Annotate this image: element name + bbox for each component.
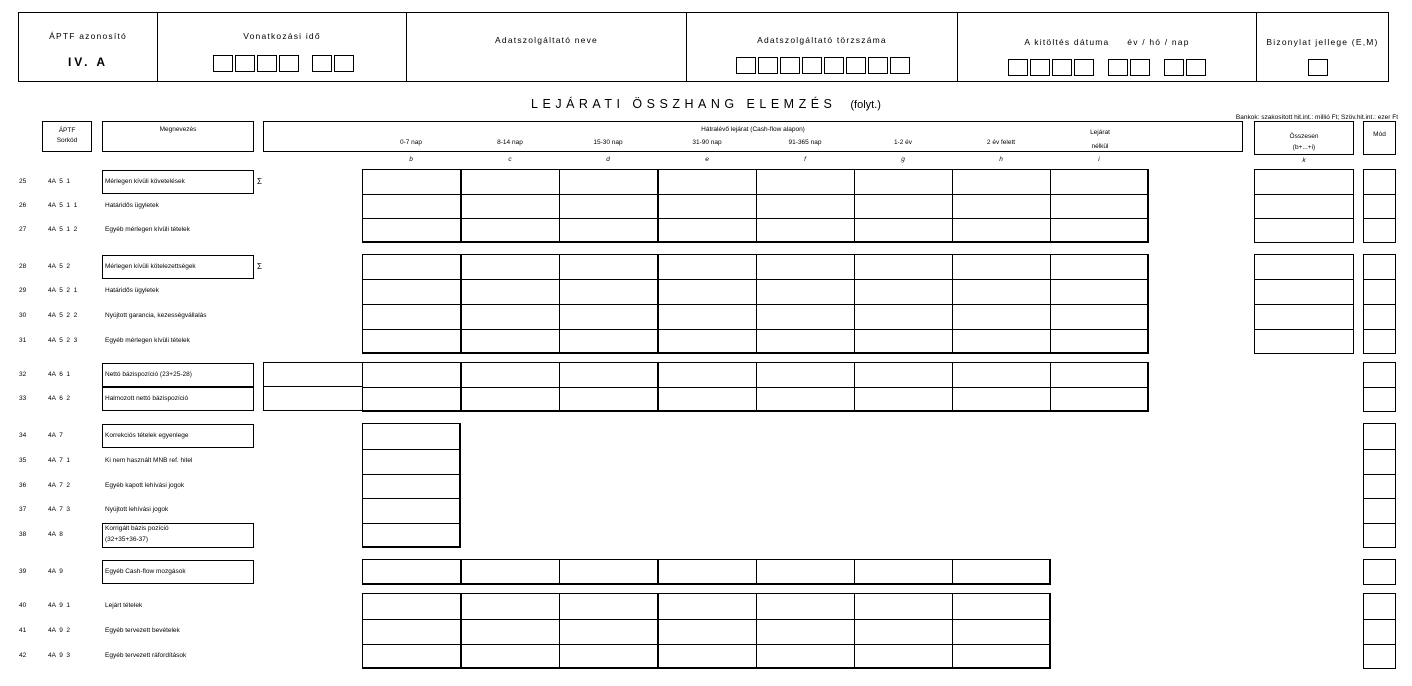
data-cell[interactable]: [461, 304, 560, 330]
row-code: 4A 9 2: [48, 627, 71, 634]
row-number: 33: [19, 395, 27, 402]
mod-cell[interactable]: [1363, 593, 1396, 620]
row-number: 36: [19, 482, 27, 489]
row-name-line2: (32+35+36-37): [105, 536, 149, 543]
row-number: 26: [19, 202, 27, 209]
data-cell[interactable]: [658, 593, 757, 620]
row-number: 28: [19, 263, 27, 270]
row-number: 38: [19, 531, 27, 538]
data-cell[interactable]: [461, 254, 560, 280]
mod-cell[interactable]: [1363, 169, 1396, 195]
data-cell[interactable]: [854, 218, 953, 243]
kitoltes-nap-box-1[interactable]: [1164, 59, 1184, 76]
data-cell[interactable]: [658, 329, 757, 354]
row-name: Egyéb Cash-flow mozgások: [105, 568, 186, 575]
vonatkozasi-ev-box-4[interactable]: [279, 55, 299, 72]
col-lejarat-nelkul: Lejárat nélkül: [1090, 129, 1110, 150]
data-cell[interactable]: [362, 362, 461, 388]
mod-cell[interactable]: [1363, 474, 1396, 499]
data-cell[interactable]: [854, 593, 953, 620]
data-cell[interactable]: [362, 498, 461, 524]
row-number: 30: [19, 312, 27, 319]
data-cell[interactable]: [756, 254, 855, 280]
row-code: 4A 7: [48, 432, 63, 439]
data-cell[interactable]: [756, 329, 855, 354]
torzszam-box-6[interactable]: [846, 57, 866, 74]
row-number: 35: [19, 457, 27, 464]
data-cell[interactable]: [952, 387, 1051, 412]
data-cell[interactable]: [362, 194, 461, 219]
data-cell[interactable]: [854, 329, 953, 354]
data-cell[interactable]: [362, 304, 461, 330]
data-cell[interactable]: [559, 619, 658, 645]
data-cell[interactable]: [362, 619, 461, 645]
row-code: 4A 9 3: [48, 652, 71, 659]
mod-cell[interactable]: [1363, 362, 1396, 388]
row-code: 4A 6 1: [48, 371, 71, 378]
row-number: 32: [19, 371, 27, 378]
row-code: 4A 5 2 3: [48, 337, 78, 344]
data-cell[interactable]: [559, 329, 658, 354]
col-period-letter: c: [508, 156, 512, 163]
osszesen-cell[interactable]: [1254, 194, 1354, 219]
torzszam-box-4[interactable]: [802, 57, 822, 74]
row-name: Nettó bázispozíció (23+25-28): [105, 371, 192, 378]
row-code: 4A 5 1: [48, 178, 71, 185]
col-period-label: 0-7 nap: [399, 139, 423, 146]
mod-cell[interactable]: [1363, 559, 1396, 585]
row-name: Mérlegen kívüli követelések: [105, 178, 185, 185]
col-osszesen-label: Összesen (b+...+i): [1289, 133, 1319, 151]
data-cell[interactable]: [362, 218, 461, 243]
col-megnevezes-label: Megnevezés: [159, 126, 197, 133]
torzszam-box-1[interactable]: [736, 57, 756, 74]
data-cell[interactable]: [559, 279, 658, 305]
col-period-letter: g: [901, 156, 905, 163]
mod-cell[interactable]: [1363, 329, 1396, 354]
data-cell[interactable]: [854, 362, 953, 388]
data-cell[interactable]: [559, 254, 658, 280]
data-cell[interactable]: [461, 329, 560, 354]
row-name: Egyéb tervezett bevételek: [105, 627, 180, 634]
data-cell[interactable]: [854, 644, 953, 669]
data-cell[interactable]: [461, 387, 560, 412]
data-cell[interactable]: [559, 304, 658, 330]
mod-cell[interactable]: [1363, 254, 1396, 280]
data-cell[interactable]: [362, 593, 461, 620]
mod-cell[interactable]: [1363, 523, 1396, 548]
data-cell[interactable]: [952, 279, 1051, 305]
data-cell[interactable]: [756, 194, 855, 219]
units-note: Bankok: szakosított hit.int.: millió Ft; Szöv.hit.int.: ezer Ft: [1235, 114, 1398, 121]
mod-cell[interactable]: [1363, 644, 1396, 669]
row-code: 4A 6 2: [48, 395, 71, 402]
col-megnevezes: [102, 121, 254, 152]
osszesen-cell[interactable]: [1254, 304, 1354, 330]
bizonylat-label: Bizonylat jellege (E,M): [1266, 37, 1379, 47]
row-code: 4A 5 2 2: [48, 312, 78, 319]
data-cell[interactable]: [559, 218, 658, 243]
data-cell[interactable]: [952, 362, 1051, 388]
data-cell[interactable]: [658, 559, 757, 585]
data-cell[interactable]: [756, 644, 855, 669]
data-cell[interactable]: [658, 279, 757, 305]
header-nev-box: [406, 12, 687, 82]
kitoltes-ev-box-1[interactable]: [1008, 59, 1028, 76]
row-number: 29: [19, 287, 27, 294]
data-cell[interactable]: [952, 559, 1051, 585]
row-name: Lejárt tételek: [105, 602, 143, 609]
mod-cell[interactable]: [1363, 194, 1396, 219]
mod-cell[interactable]: [1363, 304, 1396, 330]
row-number: 34: [19, 432, 27, 439]
col-period-label: 2 év felett: [986, 139, 1016, 146]
data-cell[interactable]: [362, 169, 461, 195]
data-cell[interactable]: [461, 559, 560, 585]
row-name: Mérlegen kívüli kötelezettségek: [105, 263, 196, 270]
kitoltes-ho-box-1[interactable]: [1108, 59, 1128, 76]
data-cell[interactable]: [1050, 194, 1149, 219]
row-number: 31: [19, 337, 27, 344]
data-cell[interactable]: [756, 387, 855, 412]
data-cell[interactable]: [461, 362, 560, 388]
data-cell[interactable]: [1050, 254, 1149, 280]
row-name: Határidős ügyletek: [105, 202, 159, 209]
col-osszesen: [1254, 121, 1354, 155]
row-number: 40: [19, 602, 27, 609]
row-name: Egyéb tervezett ráfordítások: [105, 652, 187, 659]
vonatkozasi-ev-box-1[interactable]: [213, 55, 233, 72]
header-torzszam-box: [686, 12, 958, 82]
data-cell[interactable]: [756, 362, 855, 388]
data-cell[interactable]: [658, 254, 757, 280]
data-cell[interactable]: [658, 218, 757, 243]
col-period-label: 8-14 nap: [497, 139, 523, 146]
data-cell[interactable]: [1050, 169, 1149, 195]
data-cell[interactable]: [559, 593, 658, 620]
torzszam-box-3[interactable]: [780, 57, 800, 74]
col-period-letter: b: [409, 156, 413, 163]
data-cell[interactable]: [952, 329, 1051, 354]
data-cell[interactable]: [362, 449, 461, 475]
row-name: Határidős ügyletek: [105, 287, 159, 294]
data-cell[interactable]: [362, 329, 461, 354]
data-cell[interactable]: [854, 559, 953, 585]
data-cell[interactable]: [952, 593, 1051, 620]
col-aptf-sorkod-label: ÁPTF Sorkód: [56, 127, 78, 144]
data-cell[interactable]: [952, 194, 1051, 219]
data-cell[interactable]: [658, 387, 757, 412]
row-number: 42: [19, 652, 27, 659]
data-cell[interactable]: [1050, 387, 1149, 412]
torzszam-box-2[interactable]: [758, 57, 778, 74]
col-period-label: 91-365 nap: [788, 139, 822, 146]
mod-cell[interactable]: [1363, 279, 1396, 305]
col-mod-label: Mód: [1373, 131, 1386, 138]
data-cell[interactable]: [461, 194, 560, 219]
data-cell[interactable]: [559, 387, 658, 412]
col-period-letter: e: [705, 156, 709, 163]
sigma-symbol: Σ: [257, 262, 262, 271]
mod-cell[interactable]: [1363, 449, 1396, 475]
data-cell[interactable]: [559, 362, 658, 388]
data-cell[interactable]: [559, 559, 658, 585]
data-cell[interactable]: [658, 194, 757, 219]
row-code: 4A 5 1 2: [48, 226, 78, 233]
data-cell[interactable]: [559, 169, 658, 195]
data-cell[interactable]: [952, 304, 1051, 330]
torzszam-box-5[interactable]: [824, 57, 844, 74]
data-cell[interactable]: [658, 619, 757, 645]
page-title: [0, 97, 1412, 111]
osszesen-cell[interactable]: [1254, 279, 1354, 305]
header-aptf-box: [18, 12, 158, 82]
data-cell[interactable]: [658, 362, 757, 388]
data-cell[interactable]: [559, 194, 658, 219]
vonatkozasi-ev-box-2[interactable]: [235, 55, 255, 72]
data-cell[interactable]: [1050, 218, 1149, 243]
kitoltes-ho-box-2[interactable]: [1130, 59, 1150, 76]
data-cell[interactable]: [461, 279, 560, 305]
data-cell[interactable]: [461, 169, 560, 195]
row-code: 4A 5 2: [48, 263, 71, 270]
mod-cell[interactable]: [1363, 218, 1396, 243]
kitoltes-label: A kitöltés dátuma év / hó / nap: [1024, 37, 1190, 47]
osszesen-cell[interactable]: [1254, 254, 1354, 280]
data-cell[interactable]: [952, 169, 1051, 195]
sigma-symbol: Σ: [257, 177, 262, 186]
data-cell[interactable]: [362, 279, 461, 305]
header-kitoltes-box: [957, 12, 1257, 82]
osszesen-cell[interactable]: [1254, 169, 1354, 195]
row-number: 25: [19, 178, 27, 185]
row-code: 4A 9 1: [48, 602, 71, 609]
row-name: Ki nem használt MNB ref. hitel: [105, 457, 193, 464]
vonatkozasi-ho-box-1[interactable]: [312, 55, 332, 72]
data-cell[interactable]: [854, 279, 953, 305]
data-cell[interactable]: [854, 194, 953, 219]
row-name: Nyújtott lehívási jogok: [105, 506, 169, 513]
data-cell[interactable]: [658, 304, 757, 330]
vonatkozasi-label: Vonatkozási idő: [243, 31, 321, 41]
data-cell[interactable]: [362, 387, 461, 412]
osszesen-cell[interactable]: [1254, 218, 1354, 243]
netto-bazis-extra-cell[interactable]: [263, 362, 363, 387]
data-cell[interactable]: [362, 474, 461, 499]
row-code: 4A 7 3: [48, 506, 71, 513]
kitoltes-ev-box-2[interactable]: [1030, 59, 1050, 76]
row-number: 39: [19, 568, 27, 575]
data-cell[interactable]: [1050, 304, 1149, 330]
col-group-title: Hátralévő lejárat (Cash-flow alapon): [701, 126, 805, 133]
data-cell[interactable]: [362, 559, 461, 585]
mod-cell[interactable]: [1363, 387, 1396, 412]
col-period-letter: d: [606, 156, 610, 163]
vonatkozasi-ev-box-3[interactable]: [257, 55, 277, 72]
aptf-label: ÁPTF azonosító: [49, 31, 127, 41]
data-cell[interactable]: [952, 254, 1051, 280]
col-period-label: 1-2 év: [893, 139, 913, 146]
data-cell[interactable]: [559, 644, 658, 669]
torzszam-label: Adatszolgáltató törzszáma: [757, 35, 887, 45]
data-cell[interactable]: [362, 523, 461, 548]
mod-cell[interactable]: [1363, 423, 1396, 450]
title-suffix: (folyt.): [850, 99, 881, 111]
data-cell[interactable]: [854, 619, 953, 645]
row-number: 37: [19, 506, 27, 513]
row-name: Egyéb mérlegen kívüli tételek: [105, 226, 190, 233]
kitoltes-nap-box-2[interactable]: [1186, 59, 1206, 76]
col-period-letter: h: [999, 156, 1003, 163]
row-number: 41: [19, 627, 27, 634]
bizonylat-jelleg-box-1[interactable]: [1308, 59, 1328, 76]
col-period-letter: i: [1098, 156, 1100, 163]
mod-cell[interactable]: [1363, 498, 1396, 524]
torzszam-box-7[interactable]: [868, 57, 888, 74]
data-cell[interactable]: [854, 169, 953, 195]
data-cell[interactable]: [461, 619, 560, 645]
data-cell[interactable]: [362, 423, 461, 450]
row-code: 4A 7 1: [48, 457, 71, 464]
data-cell[interactable]: [362, 254, 461, 280]
torzszam-box-8[interactable]: [890, 57, 910, 74]
data-cell[interactable]: [854, 254, 953, 280]
title-main: LEJÁRATI ÖSSZHANG ELEMZÉS: [531, 97, 837, 111]
row-number: 27: [19, 226, 27, 233]
data-cell[interactable]: [461, 593, 560, 620]
data-cell[interactable]: [461, 218, 560, 243]
col-period-letter: f: [804, 156, 806, 163]
col-aptf-sorkod: [42, 121, 92, 152]
kitoltes-ev-box-4[interactable]: [1074, 59, 1094, 76]
row-name: Egyéb mérlegen kívüli tételek: [105, 337, 190, 344]
row-name: Halmozott nettó bázispozíció: [105, 395, 189, 402]
data-cell[interactable]: [1050, 279, 1149, 305]
data-cell[interactable]: [756, 279, 855, 305]
data-cell[interactable]: [756, 218, 855, 243]
col-mod: [1363, 121, 1396, 155]
data-cell[interactable]: [952, 218, 1051, 243]
row-name: Korrigált bázis pozíció: [105, 525, 169, 532]
data-cell[interactable]: [1050, 329, 1149, 354]
data-cell[interactable]: [756, 593, 855, 620]
data-cell[interactable]: [756, 619, 855, 645]
osszesen-cell[interactable]: [1254, 329, 1354, 354]
data-cell[interactable]: [756, 169, 855, 195]
data-cell[interactable]: [756, 304, 855, 330]
data-cell[interactable]: [461, 644, 560, 669]
vonatkozasi-ho-box-2[interactable]: [334, 55, 354, 72]
aptf-value: IV. A: [67, 55, 109, 69]
row-code: 4A 8: [48, 531, 63, 538]
data-cell[interactable]: [1050, 362, 1149, 388]
row-code: 4A 9: [48, 568, 63, 575]
data-cell[interactable]: [658, 644, 757, 669]
adatszolgaltato-nev-label: Adatszolgáltató neve: [495, 35, 598, 45]
data-cell[interactable]: [362, 644, 461, 669]
row-code: 4A 7 2: [48, 482, 71, 489]
col-osszesen-letter: k: [1302, 157, 1306, 164]
mod-cell[interactable]: [1363, 619, 1396, 645]
data-cell[interactable]: [952, 619, 1051, 645]
col-period-label: 31-90 nap: [692, 139, 722, 146]
row-code: 4A 5 2 1: [48, 287, 78, 294]
row-code: 4A 5 1 1: [48, 202, 78, 209]
row-name: Nyújtott garancia, kezességvállalás: [105, 312, 207, 319]
row-name: Korrekciós tételek egyenlege: [105, 432, 189, 439]
data-cell[interactable]: [854, 387, 953, 412]
data-cell[interactable]: [658, 169, 757, 195]
col-period-label: 15-30 nap: [593, 139, 623, 146]
data-cell[interactable]: [756, 559, 855, 585]
data-cell[interactable]: [952, 644, 1051, 669]
row-name: Egyéb kapott lehívási jogok: [105, 482, 185, 489]
data-cell[interactable]: [854, 304, 953, 330]
kitoltes-ev-box-3[interactable]: [1052, 59, 1072, 76]
